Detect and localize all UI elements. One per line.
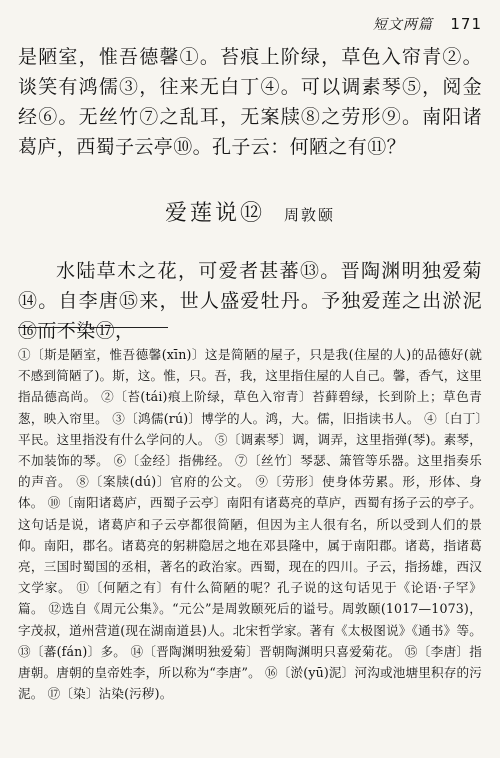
essay-title: 爱莲说⑫ xyxy=(164,201,265,226)
page-number: 171 xyxy=(450,15,482,33)
footnote-divider xyxy=(18,327,168,328)
essay-heading xyxy=(0,196,500,227)
running-title: 短文两篇 xyxy=(372,17,433,33)
essay-paragraph: 水陆草木之花，可爱者甚蕃⑬。晋陶渊明独爱菊⑭。自李唐⑮来，世人盛爱牡丹。予独爱莲之出淤泥⑯而不染⑰， xyxy=(18,260,482,342)
page-header xyxy=(373,14,482,34)
essay-author: 周敦颐 xyxy=(284,206,336,224)
passage-text: 是陋室，惟吾德馨①。苔痕上阶绿，草色入帘青②。谈笑有鸿儒③，往来无白丁④。可以调素琴⑤，阅金经⑥。无丝竹⑦之乱耳，无案牍⑧之劳形⑨。南阳诸葛庐，西蜀子云亭⑩。孔子云：何陋之有⑪？ xyxy=(18,46,482,158)
essay-body xyxy=(18,256,482,346)
footnotes: ①〔斯是陋室，惟吾德馨(xīn)〕这是简陋的屋子，只是我(住屋的人)的品德好(就不感到简陋了)。斯，这。惟，只。吾，我，这里指住屋的人自己。馨，香气，这里指品德高尚。 ②〔苔(tái)痕上阶绿，草色入帘青〕苔藓碧绿，长到阶上；草色青葱，映入帘里。 ③〔鸿儒(rú)〕博学的人。鸿，大。儒，旧指读书人。 ④〔白丁〕平民。这里指没有什么学问的人。 ⑤〔调素琴〕调，调弄，这里指弹(琴)。素琴，不加装饰的琴。 ⑥〔金经〕指佛经。 ⑦〔丝竹〕琴瑟、箫管等乐器。这里指奏乐的声音。 ⑧〔案牍(dú)〕官府的公文。 ⑨〔劳形〕使身体劳累。形，形体、身体。 ⑩〔南阳诸葛庐，西蜀子云亭〕南阳有诸葛亮的草庐，西蜀有扬子云的亭子。这句话是说，诸葛庐和子云亭都很简陋，但因为主人很有名，所以受到人们的景仰。南阳，郡名。诸葛亮的躬耕隐居之地在邓县隆中，属于南阳郡。诸葛，指诸葛亮，三国时蜀国的丞相，著名的政治家。西蜀，现在的四川。子云，指扬雄，西汉文学家。 ⑪〔何陋之有〕有什么简陋的呢？孔子说的这句话见于《论语·子罕》篇。 ⑫选自《周元公集》。“元公”是周敦颐死后的谥号。周敦颐(1017—1073)，字茂叔，道州营道(现在湖南道县)人。北宋哲学家。著有《太极图说》《通书》等。 ⑬〔蕃(fán)〕多。 ⑭〔晋陶渊明独爱菊〕晋朝陶渊明只喜爱菊花。 ⑮〔李唐〕指唐朝。唐朝的皇帝姓李，所以称为“李唐”。 ⑯〔淤(yū)泥〕河沟或池塘里积存的污泥。 ⑰〔染〕沾染(污秽)。 xyxy=(18,347,482,702)
